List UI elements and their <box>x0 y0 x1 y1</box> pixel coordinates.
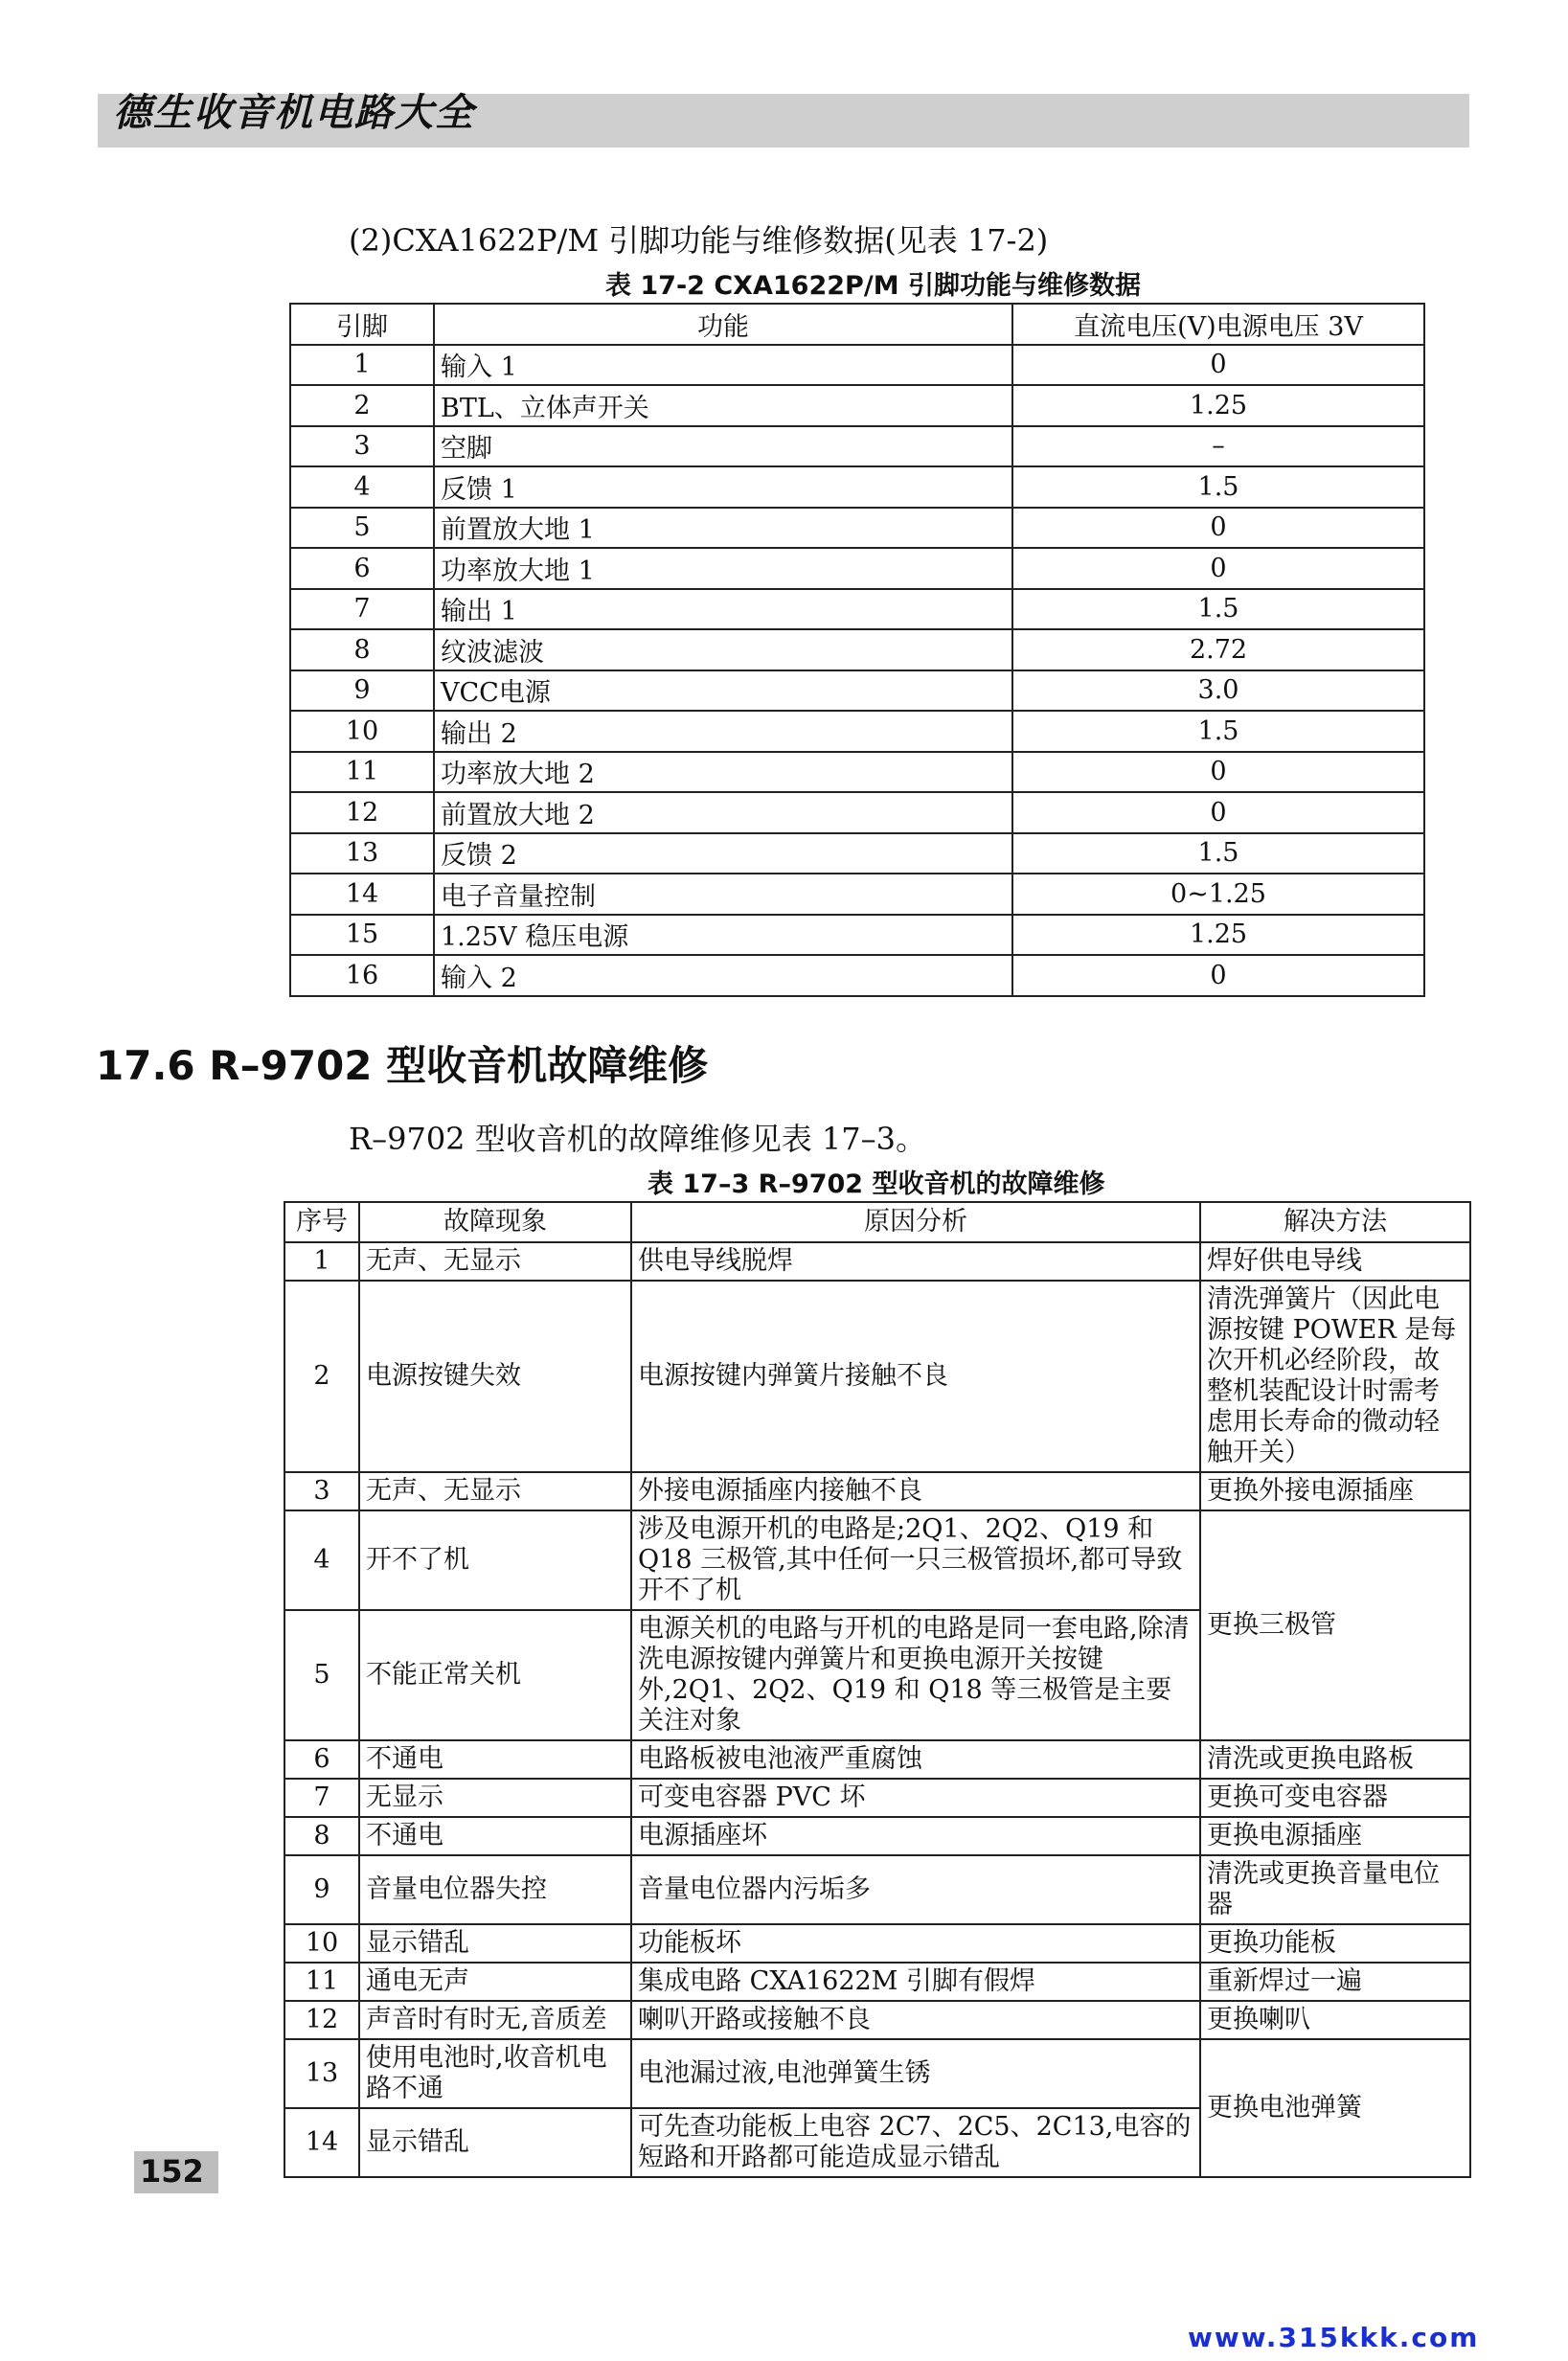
table-row <box>284 1817 1470 1855</box>
cell-solution: 更换外接电源插座 <box>1200 1472 1470 1510</box>
cell-voltage: 0 <box>1012 792 1424 833</box>
cell-pin: 4 <box>290 466 434 508</box>
cell-pin: 15 <box>290 915 434 956</box>
table-row <box>290 589 1424 630</box>
cell-symptom: 不通电 <box>359 1740 631 1779</box>
table-row <box>284 1281 1470 1472</box>
cell-pin: 16 <box>290 955 434 996</box>
cell-function: 电子音量控制 <box>434 874 1012 915</box>
table-row <box>284 1510 1470 1610</box>
cell-function: 反馈 2 <box>434 833 1012 874</box>
cell-no: 4 <box>284 1510 359 1610</box>
cell-cause: 可先查功能板上电容 2C7、2C5、2C13,电容的短路和开路都可能造成显示错乱 <box>631 2108 1200 2177</box>
table-row <box>290 915 1424 956</box>
fault-repair-table <box>284 1201 1471 2178</box>
cell-symptom: 无声、无显示 <box>359 1242 631 1281</box>
cell-solution: 更换喇叭 <box>1200 2001 1470 2039</box>
page-number: 152 <box>140 2153 204 2190</box>
cell-cause: 涉及电源开机的电路是;2Q1、2Q2、Q19 和 Q18 三极管,其中任何一只三极管损坏,都可导致开不了机 <box>631 1510 1200 1610</box>
table-header-row <box>290 304 1424 345</box>
cell-cause: 集成电路 CXA1622M 引脚有假焊 <box>631 1963 1200 2001</box>
header-no: 序号 <box>284 1202 359 1242</box>
cell-voltage: 0 <box>1012 955 1424 996</box>
cell-function: 输入 1 <box>434 345 1012 386</box>
table-row <box>284 1740 1470 1779</box>
cell-function: BTL、立体声开关 <box>434 385 1012 426</box>
cell-pin: 1 <box>290 345 434 386</box>
table-row <box>284 1963 1470 2001</box>
cell-pin: 10 <box>290 711 434 752</box>
header-function: 功能 <box>434 304 1012 345</box>
cell-cause: 音量电位器内污垢多 <box>631 1855 1200 1924</box>
cell-no: 12 <box>284 2001 359 2039</box>
cell-solution: 清洗或更换电路板 <box>1200 1740 1470 1779</box>
cell-function: 纹波滤波 <box>434 629 1012 670</box>
table-row <box>284 1855 1470 1924</box>
cell-symptom: 使用电池时,收音机电路不通 <box>359 2039 631 2108</box>
table-row <box>284 2001 1470 2039</box>
cell-symptom: 显示错乱 <box>359 1924 631 1963</box>
cell-voltage: 0 <box>1012 752 1424 793</box>
cell-cause: 可变电容器 PVC 坏 <box>631 1779 1200 1817</box>
cell-cause: 供电导线脱焊 <box>631 1242 1200 1281</box>
table-row <box>290 874 1424 915</box>
cell-cause: 外接电源插座内接触不良 <box>631 1472 1200 1510</box>
cell-function: 反馈 1 <box>434 466 1012 508</box>
cell-voltage: 1.5 <box>1012 711 1424 752</box>
cell-function: 输出 2 <box>434 711 1012 752</box>
cell-voltage: 1.5 <box>1012 589 1424 630</box>
cell-no: 6 <box>284 1740 359 1779</box>
cell-voltage: 2.72 <box>1012 629 1424 670</box>
table-row <box>284 1242 1470 1281</box>
cell-cause: 电源关机的电路与开机的电路是同一套电路,除清洗电源按键内弹簧片和更换电源开关按键外,2Q1、2Q2、Q19 和 Q18 等三极管是主要关注对象 <box>631 1610 1200 1740</box>
cell-voltage: 3.0 <box>1012 670 1424 712</box>
cell-pin: 6 <box>290 548 434 589</box>
cell-function: 前置放大地 2 <box>434 792 1012 833</box>
header-cause: 原因分析 <box>631 1202 1200 1242</box>
book-title: 德生收音机电路大全 <box>113 91 475 135</box>
cell-pin: 8 <box>290 629 434 670</box>
table-row <box>284 1924 1470 1963</box>
cell-function: 功率放大地 2 <box>434 752 1012 793</box>
cell-function: 前置放大地 1 <box>434 508 1012 549</box>
cell-pin: 5 <box>290 508 434 549</box>
cell-solution: 重新焊过一遍 <box>1200 1963 1470 2001</box>
cell-cause: 功能板坏 <box>631 1924 1200 1963</box>
table2-caption: 表 17–3 R–9702 型收音机的故障维修 <box>648 1169 1105 1199</box>
table1-caption: 表 17-2 CXA1622P/M 引脚功能与维修数据 <box>605 271 1141 301</box>
header-pin: 引脚 <box>290 304 434 345</box>
table2-intro: R–9702 型收音机的故障维修见表 17–3。 <box>349 1121 926 1157</box>
cell-voltage: – <box>1012 426 1424 467</box>
cell-cause: 电路板被电池液严重腐蚀 <box>631 1740 1200 1779</box>
table-row <box>290 548 1424 589</box>
cell-function: 功率放大地 1 <box>434 548 1012 589</box>
cell-symptom: 声音时有时无,音质差 <box>359 2001 631 2039</box>
cell-pin: 12 <box>290 792 434 833</box>
table-row <box>290 792 1424 833</box>
watermark-url: www.315kkk.com <box>1188 2322 1480 2353</box>
table-row <box>290 711 1424 752</box>
cell-voltage: 0 <box>1012 345 1424 386</box>
cell-voltage: 0~1.25 <box>1012 874 1424 915</box>
table1-intro: (2)CXA1622P/M 引脚功能与维修数据(见表 17-2) <box>349 222 1049 259</box>
table-row <box>290 345 1424 386</box>
cell-pin: 14 <box>290 874 434 915</box>
cell-no: 11 <box>284 1963 359 2001</box>
cell-function: VCC电源 <box>434 670 1012 712</box>
cell-symptom: 通电无声 <box>359 1963 631 2001</box>
cell-solution: 更换电池弹簧 <box>1200 2039 1470 2177</box>
table-row <box>290 670 1424 712</box>
cell-symptom: 显示错乱 <box>359 2108 631 2177</box>
cell-solution: 更换三极管 <box>1200 1510 1470 1740</box>
cell-function: 1.25V 稳压电源 <box>434 915 1012 956</box>
section-title: 17.6 R–9702 型收音机故障维修 <box>96 1042 709 1089</box>
cell-solution: 清洗弹簧片（因此电源按键 POWER 是每次开机必经阶段，故整机装配设计时需考虑用长寿命的微动轻触开关） <box>1200 1281 1470 1472</box>
table-row <box>290 752 1424 793</box>
cell-symptom: 电源按键失效 <box>359 1281 631 1472</box>
cell-symptom: 音量电位器失控 <box>359 1855 631 1924</box>
cell-pin: 11 <box>290 752 434 793</box>
cell-cause: 电源按键内弹簧片接触不良 <box>631 1281 1200 1472</box>
cell-no: 9 <box>284 1855 359 1924</box>
cell-no: 8 <box>284 1817 359 1855</box>
cell-function: 输入 2 <box>434 955 1012 996</box>
table-row <box>290 426 1424 467</box>
cell-voltage: 1.5 <box>1012 833 1424 874</box>
cell-voltage: 1.5 <box>1012 466 1424 508</box>
cell-solution: 焊好供电导线 <box>1200 1242 1470 1281</box>
cell-no: 2 <box>284 1281 359 1472</box>
cell-function: 空脚 <box>434 426 1012 467</box>
cell-cause: 电源插座坏 <box>631 1817 1200 1855</box>
pin-function-table <box>289 303 1425 997</box>
cell-cause: 喇叭开路或接触不良 <box>631 2001 1200 2039</box>
cell-no: 3 <box>284 1472 359 1510</box>
table-row <box>284 1779 1470 1817</box>
table-row <box>290 629 1424 670</box>
cell-voltage: 0 <box>1012 508 1424 549</box>
table-row <box>290 508 1424 549</box>
cell-voltage: 1.25 <box>1012 385 1424 426</box>
table-header-row <box>284 1202 1470 1242</box>
cell-no: 7 <box>284 1779 359 1817</box>
header-voltage: 直流电压(V)电源电压 3V <box>1012 304 1424 345</box>
table-row <box>284 1472 1470 1510</box>
cell-voltage: 1.25 <box>1012 915 1424 956</box>
table-row <box>284 2039 1470 2108</box>
cell-symptom: 开不了机 <box>359 1510 631 1610</box>
cell-cause: 电池漏过液,电池弹簧生锈 <box>631 2039 1200 2108</box>
cell-symptom: 无声、无显示 <box>359 1472 631 1510</box>
pin-table-body <box>290 345 1424 996</box>
cell-no: 14 <box>284 2108 359 2177</box>
cell-symptom: 不能正常关机 <box>359 1610 631 1740</box>
cell-solution: 更换可变电容器 <box>1200 1779 1470 1817</box>
cell-solution: 更换电源插座 <box>1200 1817 1470 1855</box>
cell-voltage: 0 <box>1012 548 1424 589</box>
table-row <box>290 385 1424 426</box>
cell-pin: 7 <box>290 589 434 630</box>
header-symptom: 故障现象 <box>359 1202 631 1242</box>
cell-solution: 清洗或更换音量电位器 <box>1200 1855 1470 1924</box>
cell-pin: 13 <box>290 833 434 874</box>
cell-symptom: 无显示 <box>359 1779 631 1817</box>
cell-no: 10 <box>284 1924 359 1963</box>
cell-symptom: 不通电 <box>359 1817 631 1855</box>
cell-solution: 更换功能板 <box>1200 1924 1470 1963</box>
table-row <box>290 833 1424 874</box>
fault-table-body <box>284 1242 1470 2177</box>
cell-no: 1 <box>284 1242 359 1281</box>
cell-pin: 3 <box>290 426 434 467</box>
cell-pin: 9 <box>290 670 434 712</box>
table-row <box>290 955 1424 996</box>
header-solution: 解决方法 <box>1200 1202 1470 1242</box>
cell-no: 13 <box>284 2039 359 2108</box>
cell-no: 5 <box>284 1610 359 1740</box>
table-row <box>290 466 1424 508</box>
cell-pin: 2 <box>290 385 434 426</box>
cell-function: 输出 1 <box>434 589 1012 630</box>
